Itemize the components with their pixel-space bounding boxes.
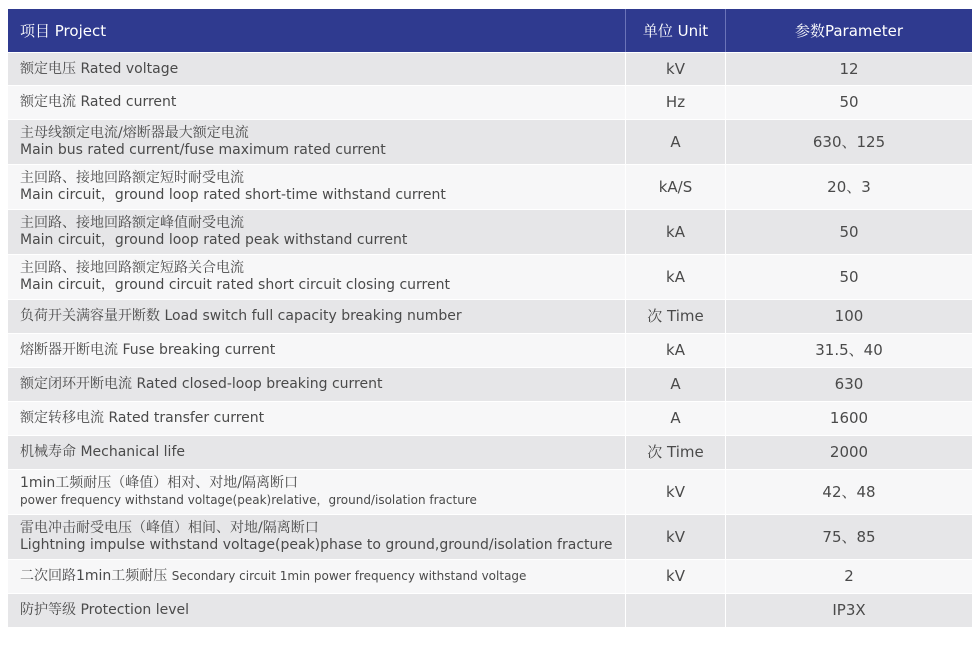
row-unit: kA <box>625 254 725 299</box>
row-unit: kV <box>625 469 725 514</box>
table-row <box>8 164 972 209</box>
project-text: 额定电流 Rated current <box>20 94 177 110</box>
project-text-cn: 主回路、接地回路额定峰值耐受电流 <box>20 215 244 231</box>
row-value: 42、48 <box>725 469 972 514</box>
row-value: IP3X <box>725 593 972 627</box>
row-value: 50 <box>725 85 972 119</box>
project-text-cn: 1min工频耐压（峰值）相对、对地/隔离断口 <box>20 475 299 491</box>
row-project <box>8 333 625 367</box>
project-text-cn: 负荷开关满容量开断数 <box>20 308 160 324</box>
project-text: 防护等级 Protection level <box>20 602 190 618</box>
table-row <box>8 119 972 164</box>
project-text-cn: 主母线额定电流/熔断器最大额定电流 <box>20 125 249 141</box>
row-unit: 次 Time <box>625 299 725 333</box>
table-row <box>8 401 972 435</box>
row-value: 50 <box>725 254 972 299</box>
header-project: 项目 Project <box>8 9 625 52</box>
row-project <box>8 254 625 299</box>
row-unit: kA/S <box>625 164 725 209</box>
row-unit <box>625 593 725 627</box>
project-text-en: Main circuit，ground loop rated short-time withstand current <box>20 187 446 203</box>
header-unit: 单位 Unit <box>625 9 725 52</box>
row-project <box>8 209 625 254</box>
row-project <box>8 85 625 119</box>
table-row <box>8 593 972 627</box>
table-row <box>8 435 972 469</box>
row-value: 31.5、40 <box>725 333 972 367</box>
row-value: 1600 <box>725 401 972 435</box>
row-project <box>8 469 625 514</box>
project-text-cn: 雷电冲击耐受电压（峰值）相间、对地/隔离断口 <box>20 520 319 536</box>
row-unit: kV <box>625 52 725 85</box>
project-text-en: Load switch full capacity breaking number <box>164 308 462 324</box>
table-row <box>8 469 972 514</box>
row-unit: Hz <box>625 85 725 119</box>
table-row <box>8 367 972 401</box>
row-unit: A <box>625 367 725 401</box>
row-unit: kA <box>625 333 725 367</box>
table-row <box>8 85 972 119</box>
project-text-cn: 主回路、接地回路额定短路关合电流 <box>20 260 244 276</box>
row-value: 100 <box>725 299 972 333</box>
project-text-en: Lightning impulse withstand voltage(peak)phase to ground,ground/isolation fracture <box>20 537 613 553</box>
row-value: 630、125 <box>725 119 972 164</box>
row-project <box>8 559 625 593</box>
row-value: 75、85 <box>725 514 972 559</box>
table-row <box>8 52 972 85</box>
project-text-en: Main circuit，ground circuit rated short circuit closing current <box>20 277 450 293</box>
row-value: 12 <box>725 52 972 85</box>
row-value: 630 <box>725 367 972 401</box>
header-parameter: 参数Parameter <box>725 9 972 52</box>
project-text-en: power frequency withstand voltage(peak)relative，ground/isolation fracture <box>20 493 477 507</box>
row-project <box>8 435 625 469</box>
row-project <box>8 119 625 164</box>
row-value: 2 <box>725 559 972 593</box>
table-row <box>8 333 972 367</box>
table-row <box>8 209 972 254</box>
row-unit: kV <box>625 559 725 593</box>
row-project <box>8 367 625 401</box>
project-text-cn: 主回路、接地回路额定短时耐受电流 <box>20 170 244 186</box>
row-unit: kA <box>625 209 725 254</box>
project-text: 额定闭环开断电流 Rated closed-loop breaking current <box>20 376 383 392</box>
table-header-row <box>8 9 972 52</box>
row-value: 20、3 <box>725 164 972 209</box>
row-project <box>8 52 625 85</box>
table-row <box>8 514 972 559</box>
table-row <box>8 559 972 593</box>
project-text-en: Secondary circuit 1min power frequency withstand voltage <box>171 569 527 583</box>
row-project <box>8 514 625 559</box>
row-project <box>8 593 625 627</box>
row-value: 2000 <box>725 435 972 469</box>
project-text: 额定电压 Rated voltage <box>20 60 179 77</box>
project-text: 机械寿命 Mechanical life <box>20 444 185 460</box>
row-project <box>8 299 625 333</box>
table-row <box>8 299 972 333</box>
spec-table <box>8 9 972 627</box>
table-row <box>8 254 972 299</box>
row-project <box>8 401 625 435</box>
row-unit: kV <box>625 514 725 559</box>
project-text: 额定转移电流 Rated transfer current <box>20 410 265 426</box>
project-text-cn: 二次回路1min工频耐压 <box>20 568 168 584</box>
project-text: 熔断器开断电流 Fuse breaking current <box>20 342 276 358</box>
project-text-en: Main circuit，ground loop rated peak withstand current <box>20 232 408 248</box>
row-unit: A <box>625 119 725 164</box>
row-value: 50 <box>725 209 972 254</box>
row-unit: 次 Time <box>625 435 725 469</box>
row-project <box>8 164 625 209</box>
project-text-en: Main bus rated current/fuse maximum rated current <box>20 142 386 158</box>
row-unit: A <box>625 401 725 435</box>
